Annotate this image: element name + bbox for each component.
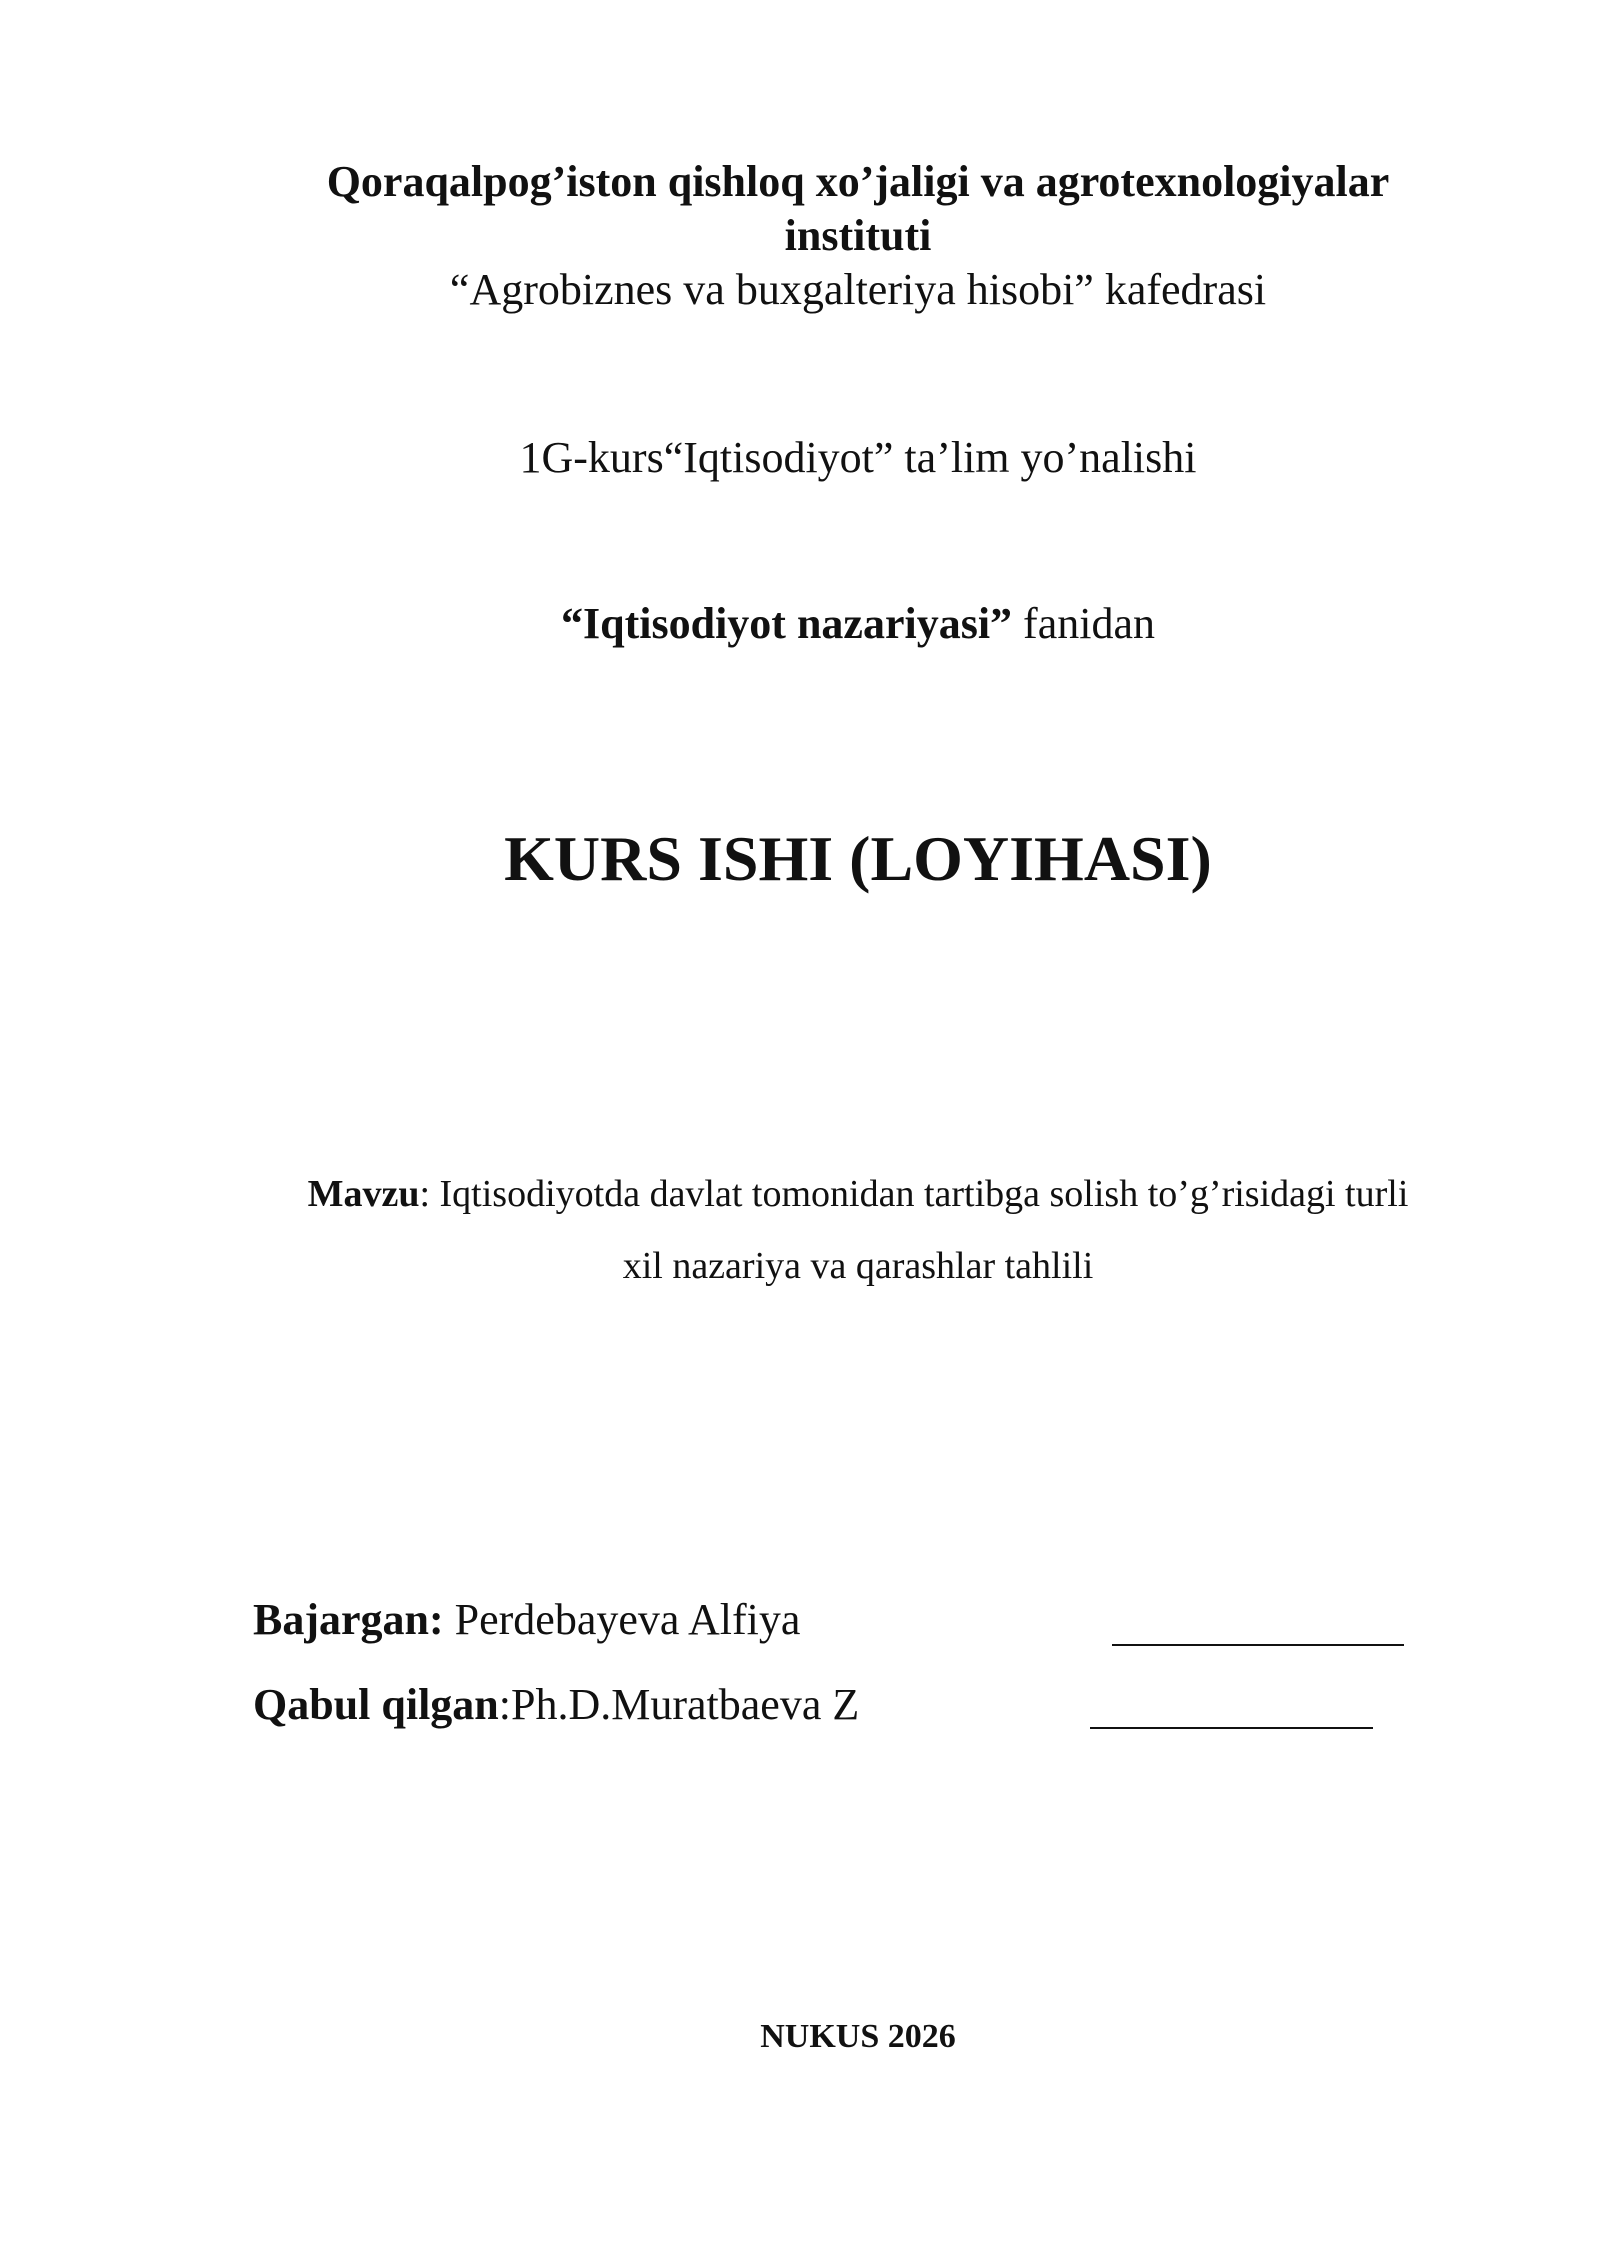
performed-by — [253, 1594, 800, 1645]
subject-suffix: fanidan — [1012, 599, 1155, 648]
subject-name: “Iqtisodiyot nazariyasi” — [561, 599, 1013, 648]
accepted-label: Qabul qilgan — [253, 1680, 499, 1729]
department-name: “Agrobiznes va buxgalteriya hisobi” kafedrasi — [449, 265, 1267, 314]
topic-text-line1: : Iqtisodiyotda davlat tomonidan tartibga solish to’g’risidagi turli — [419, 1173, 1409, 1215]
institute-name-line2: instituti — [784, 211, 932, 260]
performed-signature-line — [1112, 1644, 1404, 1646]
topic-label: Mavzu — [307, 1173, 420, 1215]
topic-line2: xil nazariya va qarashlar tahlili — [622, 1245, 1094, 1287]
institute-name-line1: Qoraqalpog’iston qishloq xo’jaligi va agrotexnologiyalar — [326, 157, 1390, 206]
accepted-by — [253, 1679, 859, 1730]
course-line: 1G-kurs“Iqtisodiyot” ta’lim yo’nalishi — [519, 433, 1197, 482]
performed-name: Perdebayeva Alfiya — [443, 1595, 801, 1644]
accepted-name: :Ph.D.Muratbaeva Z — [498, 1680, 860, 1729]
document-title: KURS ISHI (LOYIHASI) — [504, 823, 1212, 894]
footer-city-year: NUKUS 2026 — [760, 2018, 956, 2055]
accepted-signature-line — [1090, 1727, 1373, 1729]
topic-line1 — [0, 1158, 1600, 1230]
performed-label: Bajargan: — [253, 1595, 444, 1644]
subject-line — [0, 598, 1600, 649]
